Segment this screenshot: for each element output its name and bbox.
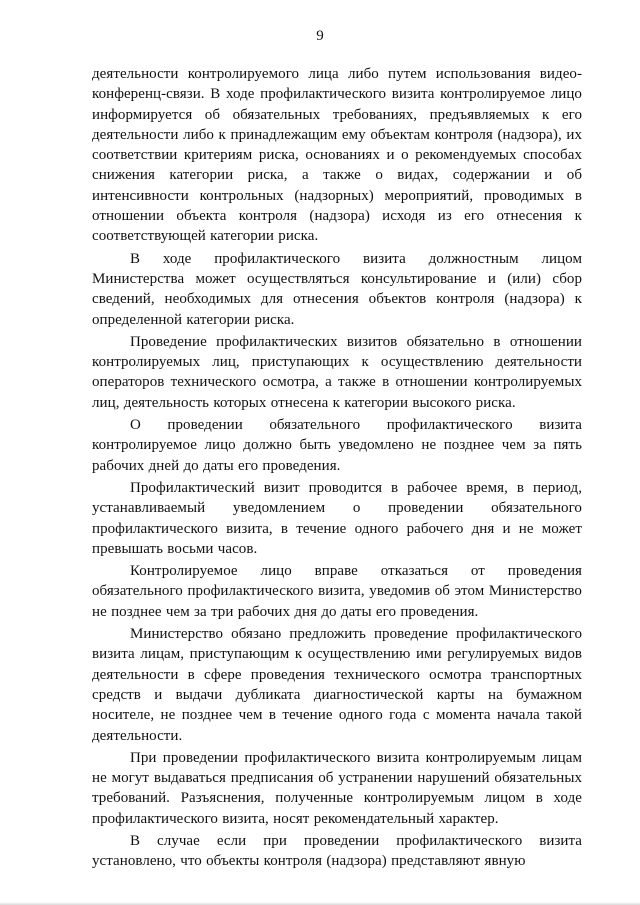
paragraph-no-prescriptions: При проведении профилактического визита контролируемым лицам не могут выдаваться предписания об устранении нарушений обязательных требований. Разъяснения, полученные контролируемым лицом в ходе профилактического визита, носят рекомендательный характер. bbox=[92, 749, 582, 827]
paragraph-consultation: В ходе профилактического визита должностным лицом Министерства может осуществляться консультирование и (или) сбор сведений, необходимых для отнесения объектов контроля (надзора) к определенной категории риска. bbox=[92, 250, 582, 328]
paragraph-refusal: Контролируемое лицо вправе отказаться от проведения обязательного профилактического визита, уведомив об этом Министерство не позднее чем за три рабочих дня до даты его проведения. bbox=[92, 563, 582, 620]
paragraph-mandatory-visits: Проведение профилактических визитов обязательно в отношении контролируемых лиц, приступающих к осуществлению деятельности операторов технического осмотра, а также в отношении контролируемых лиц, деятельность которых отнесена к категории высокого риска. bbox=[92, 333, 582, 411]
paragraph-continuation: деятельности контролируемого лица либо путем использования видео-конференц-связи. В ходе профилактического визита контролируемое лицо информируется об обязательных требованиях, предъявляемых к его деятельности либо к принадлежащим ему объектам контроля (надзора), их соответствии критериям риска, основаниях и о рекомендуемых способах снижения категории риска, а также о видах, содержании и об интенсивности контрольных (надзорных) мероприятий, проводимых в отношении объекта контроля (надзора) исходя из его отнесения к соответствующей категории риска. bbox=[92, 66, 582, 245]
paragraph-ministry-obligation: Министерство обязано предложить проведение профилактического визита лицам, приступающим к осуществлению ими регулируемых видов деятельности в сфере проведения технического осмотра транспортных средств и выдачи дубликата диагностической карты на бумажном носителе, не позднее чем в течение одного года с момента начала такой деятельности. bbox=[92, 626, 582, 744]
document-body bbox=[92, 64, 582, 872]
page-number: 9 bbox=[316, 28, 324, 44]
paragraph-notification: О проведении обязательного профилактического визита контролируемое лицо должно быть уведомлено не позднее чем за пять рабочих дней до даты его проведения. bbox=[92, 417, 582, 474]
paragraph-threat-case: В случае если при проведении профилактического визита установлено, что объекты контроля (надзора) представляют явную bbox=[92, 832, 582, 870]
paragraph-working-time: Профилактический визит проводится в рабочее время, в период, устанавливаемый уведомлением о проведении обязательного профилактического визита, в течение одного рабочего дня и не может превышать восьми часов. bbox=[92, 479, 582, 557]
